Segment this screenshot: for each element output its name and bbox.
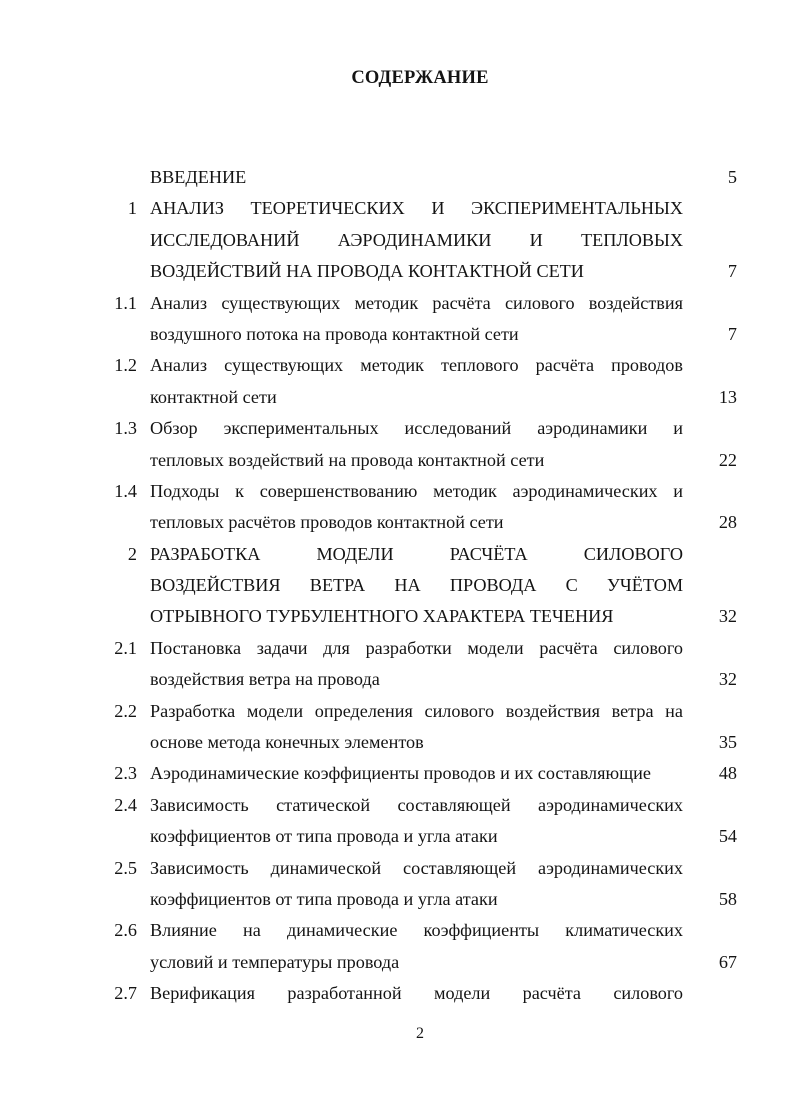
page-ref: 22 (718, 449, 737, 470)
section-title-cont: воздействия ветра на провода (150, 669, 380, 690)
table-of-contents (0, 162, 794, 1010)
section-title-cont: коэффициентов от типа провода и угла атаки (150, 826, 498, 847)
section-title: Обзор экспериментальных исследований аэродинамики и (150, 418, 683, 439)
page-number: 2 (416, 1025, 424, 1042)
toc-entry-introduction[interactable] (0, 162, 794, 193)
section-title-cont: контактной сети (150, 386, 277, 407)
section-number: 1.4 (114, 480, 137, 501)
toc-entry-2-4[interactable] (0, 790, 794, 853)
section-title: Аэродинамические коэффициенты проводов и их составляющие (150, 763, 651, 784)
section-title-cont: ОТРЫВНОГО ТУРБУЛЕНТНОГО ХАРАКТЕРА ТЕЧЕНИЯ (150, 606, 614, 627)
page-ref: 67 (718, 951, 737, 972)
section-number: 2.4 (114, 794, 137, 815)
page-ref: 32 (718, 606, 737, 627)
page-ref: 48 (718, 763, 737, 784)
page-ref: 5 (727, 167, 737, 187)
section-number: 1.2 (114, 355, 137, 376)
page-ref: 28 (718, 512, 737, 533)
section-number: 1 (127, 198, 137, 219)
section-title: Анализ существующих методик расчёта силового воздействия (150, 292, 683, 313)
section-number: 2.5 (114, 857, 137, 878)
section-number: 1.1 (114, 292, 137, 313)
section-title: Постановка задачи для разработки модели расчёта силового (150, 637, 683, 658)
section-title: АНАЛИЗ ТЕОРЕТИЧЕСКИХ И ЭКСПЕРИМЕНТАЛЬНЫХ (150, 198, 683, 219)
section-title-cont: основе метода конечных элементов (150, 732, 424, 753)
page-ref: 58 (718, 888, 737, 909)
page-ref: 7 (727, 323, 737, 344)
toc-entry-2-2[interactable] (0, 696, 794, 759)
toc-entry-2-5[interactable] (0, 853, 794, 916)
section-title: Разработка модели определения силового воздействия ветра на (150, 700, 683, 721)
section-title-cont: тепловых расчётов проводов контактной сети (150, 512, 504, 533)
toc-entry-1-4[interactable] (0, 476, 794, 539)
toc-entry-1-1[interactable] (0, 288, 794, 351)
section-title-cont: воздушного потока на провода контактной сети (150, 323, 519, 344)
section-number: 2.6 (114, 920, 137, 941)
section-number: 2.2 (114, 700, 137, 721)
section-title: Влияние на динамические коэффициенты климатических (150, 920, 683, 941)
section-title-cont: ВОЗДЕЙСТВИЯ ВЕТРА НА ПРОВОДА С УЧЁТОМ (150, 575, 683, 596)
section-title: Анализ существующих методик теплового расчёта проводов (150, 355, 683, 376)
page-ref: 32 (718, 669, 737, 690)
page-title: СОДЕРЖАНИЕ (351, 68, 489, 88)
section-title-cont: ИССЛЕДОВАНИЙ АЭРОДИНАМИКИ И ТЕПЛОВЫХ (150, 229, 683, 250)
section-title-cont: ВОЗДЕЙСТВИЙ НА ПРОВОДА КОНТАКТНОЙ СЕТИ (150, 261, 584, 282)
toc-entry-1-3[interactable] (0, 413, 794, 476)
section-number: 2.1 (114, 637, 137, 658)
section-title-cont: условий и температуры провода (150, 951, 400, 972)
section-number: 2.3 (114, 763, 137, 784)
toc-entry-1[interactable] (0, 193, 794, 287)
toc-entry-2-7[interactable] (0, 978, 794, 1009)
section-title: ВВЕДЕНИЕ (150, 167, 247, 187)
toc-entry-2-1[interactable] (0, 633, 794, 696)
section-title: Верификация разработанной модели расчёта силового (150, 983, 683, 1004)
section-title: Зависимость динамической составляющей аэродинамических (150, 857, 683, 878)
section-title: Зависимость статической составляющей аэродинамических (150, 794, 683, 815)
page-ref: 35 (718, 732, 737, 753)
page-ref: 13 (718, 386, 737, 407)
page-ref: 54 (718, 826, 737, 847)
section-number: 1.3 (114, 418, 137, 439)
toc-entry-2-3[interactable] (0, 758, 794, 789)
section-title-cont: коэффициентов от типа провода и угла атаки (150, 888, 498, 909)
section-number: 2 (127, 543, 137, 564)
section-title: Подходы к совершенствованию методик аэродинамических и (150, 480, 683, 501)
section-title: РАЗРАБОТКА МОДЕЛИ РАСЧЁТА СИЛОВОГО (150, 543, 683, 564)
toc-entry-2-6[interactable] (0, 915, 794, 978)
page-ref: 7 (727, 261, 737, 282)
section-title-cont: тепловых воздействий на провода контактной сети (150, 449, 545, 470)
toc-entry-1-2[interactable] (0, 350, 794, 413)
toc-entry-2[interactable] (0, 539, 794, 633)
section-number: 2.7 (114, 983, 137, 1004)
